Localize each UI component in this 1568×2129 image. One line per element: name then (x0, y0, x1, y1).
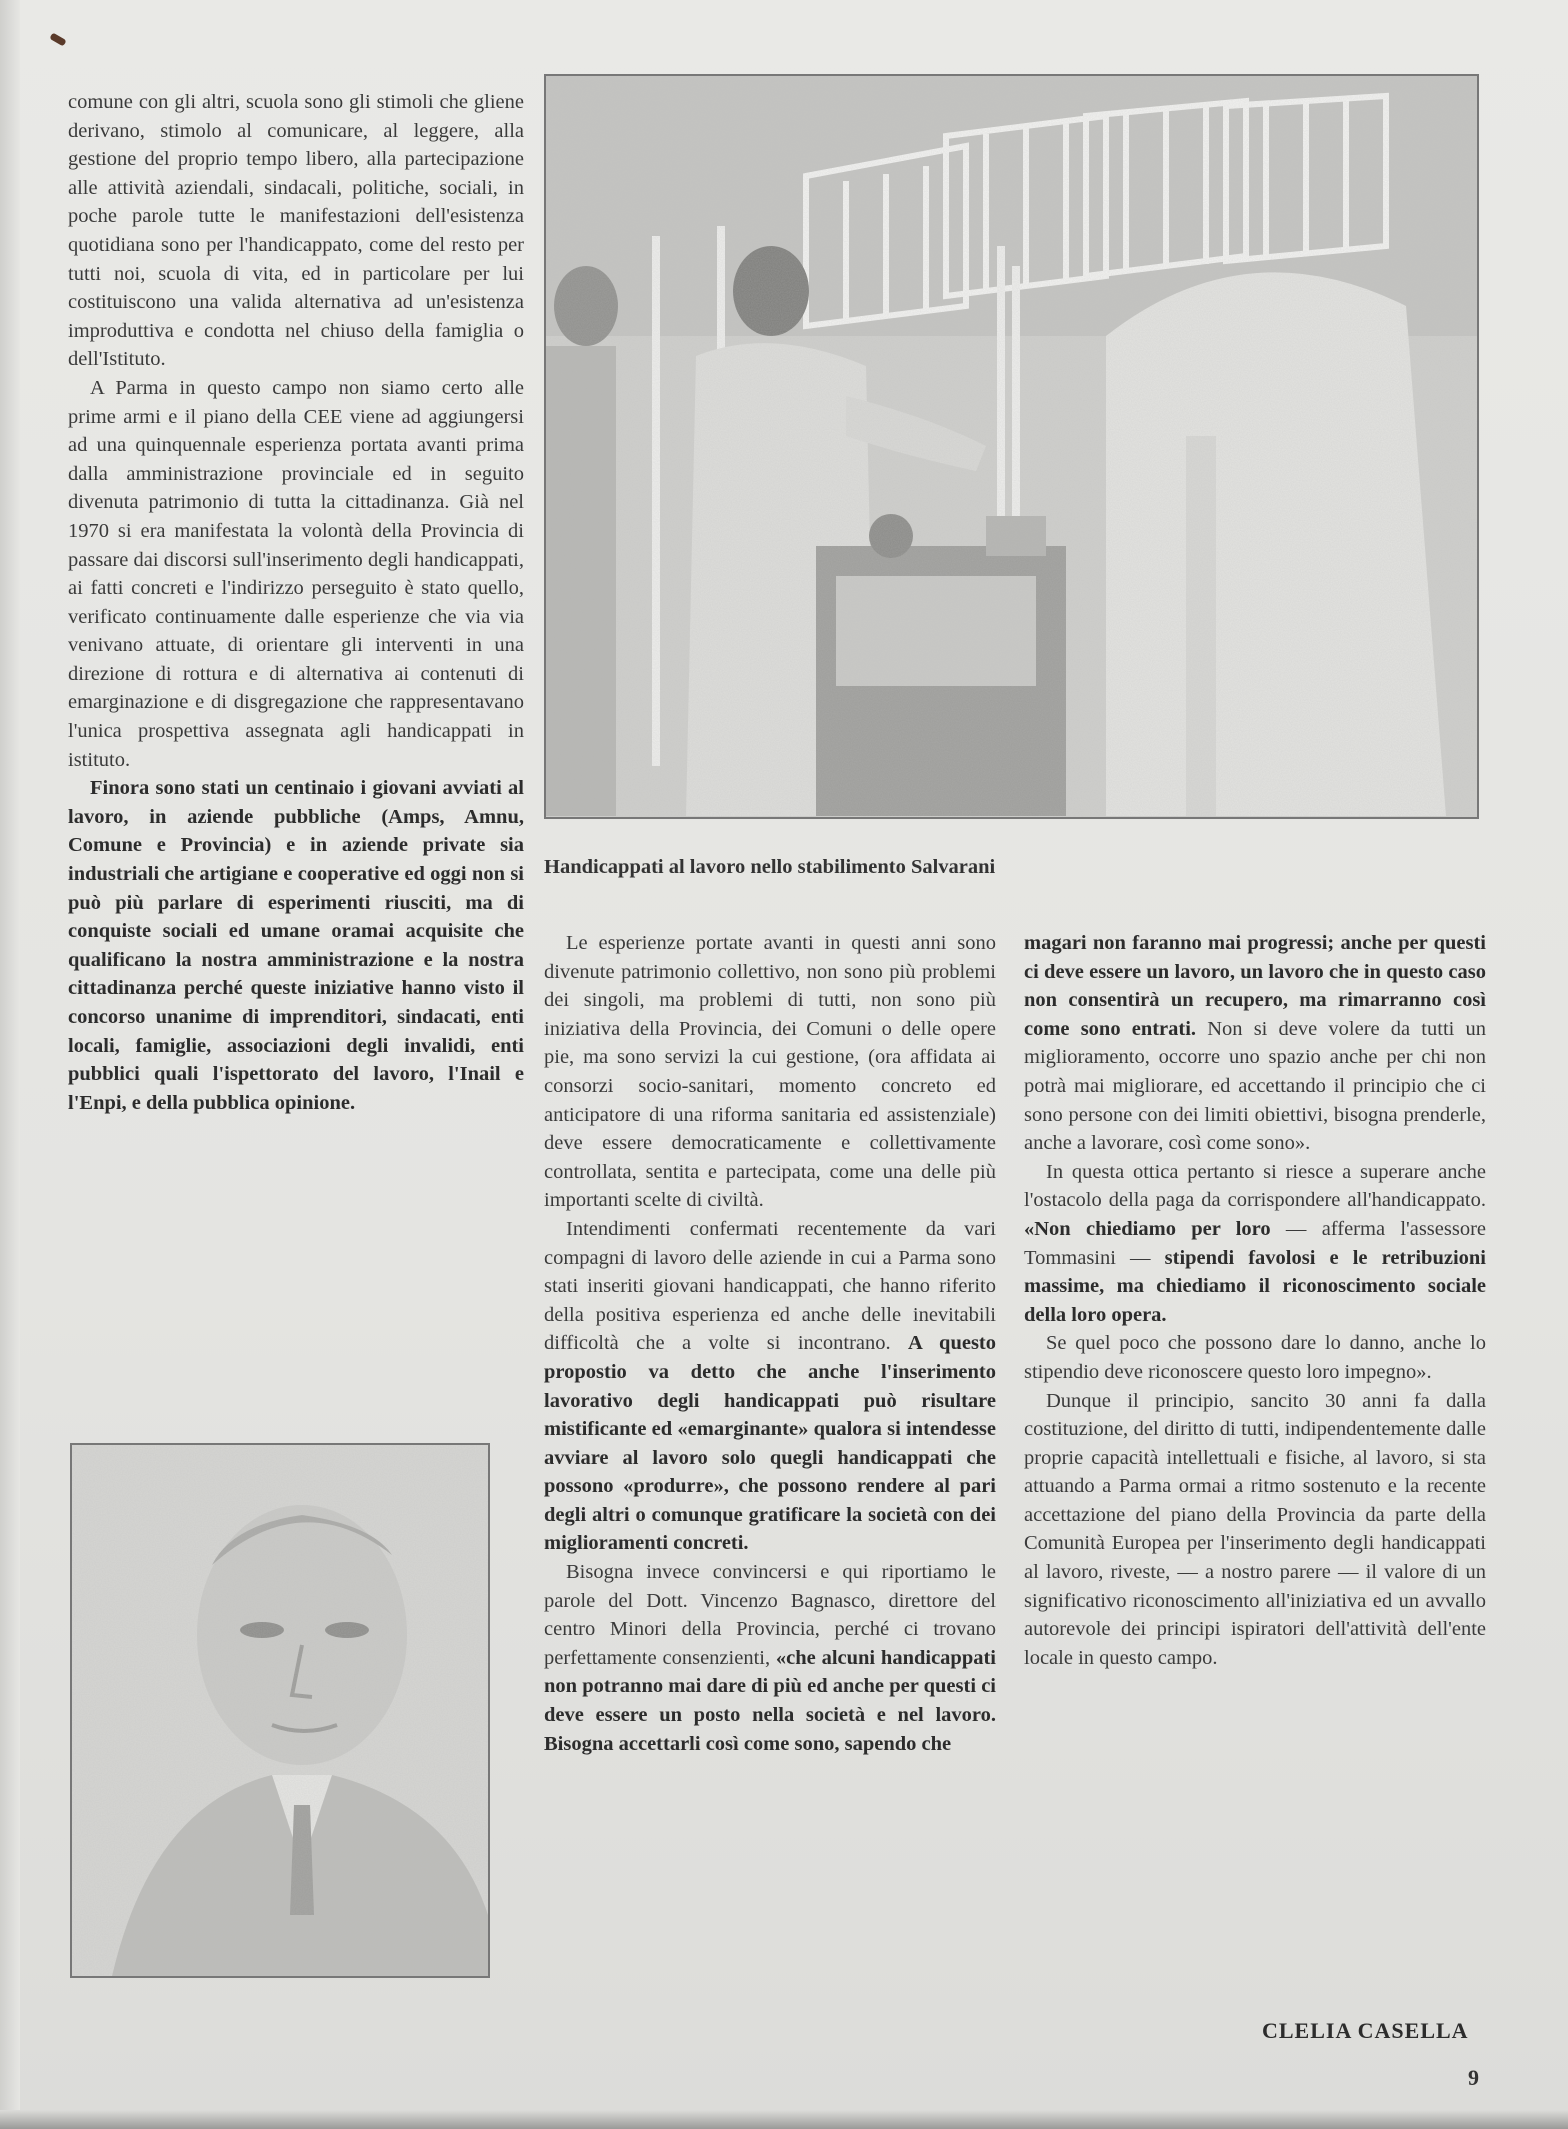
photo-caption: Handicappati al lavoro nello stabilimento Salvarani (544, 856, 996, 878)
right-text-column (1024, 929, 1486, 1672)
text-segment: Dunque il principio, sancito 30 anni fa dalla costituzione, del diritto di tutti, (1024, 1389, 1486, 1441)
text-segment-bold: magari non faranno mai progressi; anche per questi ci deve essere un lavoro, un lavoro che in questo caso non consentirà un recupero, ma rimarranno così come sono entrati. (1024, 932, 1486, 1040)
text-segment-bold: A questo propostio va detto che anche l'inserimento lavorativo degli handicappati può risultare mistificante ed «emarginante» qualora si intendesse avviare al lavoro solo quegli handicappati che possono «produrre», che possono rendere al pari degli altri o comunque gratificare la società con dei miglioramenti concreti. (544, 1332, 996, 1555)
ink-mark (49, 32, 66, 46)
portrait-illustration (72, 1445, 488, 1976)
paragraph (1024, 1158, 1486, 1330)
text-segment: Bisogna invece convincersi e qui riportiamo le parole del Dott. Vincenzo Bagnasco, direttore del centro Minori della Provincia, perché ci trovano perfettamente consenzienti, (544, 1561, 996, 1669)
factory-workers-photo (544, 74, 1479, 819)
text-segment: indipendentemente dalle proprie capacità intellettuali e fisiche, al lavoro, si sta attuando a Parma ormai a ritmo sostenuto e la recente accettazione del piano della Provincia da parte della Comunità Europea per l'inserimento degli handicappati al lavoro, riveste, — a nostro parere — il valore di un significativo riconoscimento all'iniziativa ed un avvallo autorevole dei principi ispiratori dell'attività dell'ente locale in questo campo. (1024, 1418, 1486, 1669)
page-number: 9 (1468, 2065, 1479, 2090)
text-segment: Intendimenti confermati recentemente da vari compagni di lavoro delle aziende in cui a Parma sono stati inseriti giovani handicappati, che hanno riferito della positiva esperienza ed anche delle inevitabili difficoltà che a volte si incontrano. (544, 1217, 996, 1355)
paragraph: Le esperienze portate avanti in questi anni sono divenute patrimonio collettivo, non sono più problemi dei singoli, ma problemi di tutti, non sono più iniziativa della Provincia, dei Comuni o delle opere pie, ma sono servizi la cui gestione, (ora affidata ai consorzi socio-sanitari, momento concreto ed anticipatore di una riforma sanitaria ed assistenziale) deve essere democraticamente e collettivamente controllata, sentita e partecipata, come una delle più importanti scelte di civiltà. (544, 932, 996, 1212)
text-segment: In questa ottica pertanto si riesce a superare anche l'ostacolo della paga da corrispondere all'handicappato. (1024, 1160, 1486, 1212)
paragraph (544, 1558, 996, 1758)
text-segment: Non si deve volere da tutti un miglioramento, occorre uno spazio anche per chi non potrà mai migliorare, ed accettando il principio che ci sono persone con dei limiti obiettivi, bisogna prenderle, anche a lavorare, così come sono». (1024, 1017, 1486, 1155)
paragraph: A Parma in questo campo non siamo certo alle prime armi e il piano della CEE viene ad aggiungersi ad una quinquennale esperienza portata avanti prima dalla amministrazione provinciale ed in seguito divenuta patrimonio di tutta la cittadinanza. Già nel 1970 si era manifestata la volontà della Provincia di passare dai discorsi sull'inserimento degli handicappati, ai fatti concreti e l'indirizzo perseguito è stato quello, verificato continuamente dalle esperienze che via via venivano attuate, di orientare gli interventi in una direzione di rottura e di alternativa ai contenuti di emarginazione e di disgregazione che rappresentavano l'unica prospettiva assegnata agli handicappati in istituto. (68, 376, 524, 771)
paragraph (544, 1215, 996, 1558)
text-segment-bold: stipendi favolosi e le retribuzioni massime, ma chiediamo il riconoscimento sociale della loro opera. (1024, 1246, 1486, 1326)
author-signature: CLELIA CASELLA (1262, 2018, 1469, 2043)
paragraph (1024, 1387, 1486, 1673)
left-text-column (68, 88, 524, 1117)
page-bottom-edge (0, 2110, 1568, 2129)
factory-workers-illustration (546, 76, 1477, 817)
page-binding-shadow (0, 0, 20, 2129)
paragraph: comune con gli altri, scuola sono gli stimoli che gliene derivano, stimolo al comunicare, al leggere, alla gestione del proprio tempo libero, alla partecipazione alle attività aziendali, sindacali, politiche, sociali, in poche parole tutte le manifestazioni dell'esistenza quotidiana sono per l'handicappato, come del resto per tutti noi, scuola di vita, ed in particolare per lui costituiscono una valida alternativa ad un'esistenza improduttiva e condotta nel chiuso della famiglia o dell'Istituto. (68, 91, 524, 371)
middle-text-column (544, 929, 996, 1758)
text-segment-bold: «che alcuni handicappati non potranno mai dare di più ed anche per questi ci deve essere un posto nella società e nel lavoro. Bisogna accettarli così come sono, sapendo che (544, 1646, 997, 1755)
portrait-photo (70, 1443, 490, 1978)
text-segment-bold: «Non chiediamo per loro (1024, 1217, 1271, 1240)
paragraph: Se quel poco che possono dare lo danno, anche lo stipendio deve riconoscere questo loro impegno». (1024, 1332, 1486, 1383)
paragraph: Finora sono stati un centinaio i giovani avviati al lavoro, in aziende pubbliche (Amps, Amnu, Comune e Provincia) e in aziende private sia industriali che artigiane e cooperative ed oggi non si può più parlare di esperimenti riusciti, ma di conquiste sociali ed umane oramai acquisite che qualificano la nostra amministrazione e la nostra cittadinanza perché queste iniziative hanno visto il concorso unanime di imprenditori, sindacati, enti locali, famiglie, associazioni degli invalidi, enti pubblici quali l'ispettorato del lavoro, l'Inail e l'Enpi, e della pubblica opinione. (68, 777, 524, 1114)
text-segment: — afferma l'assessore Tommasini — (1024, 1217, 1487, 1269)
paragraph (1024, 929, 1486, 1158)
